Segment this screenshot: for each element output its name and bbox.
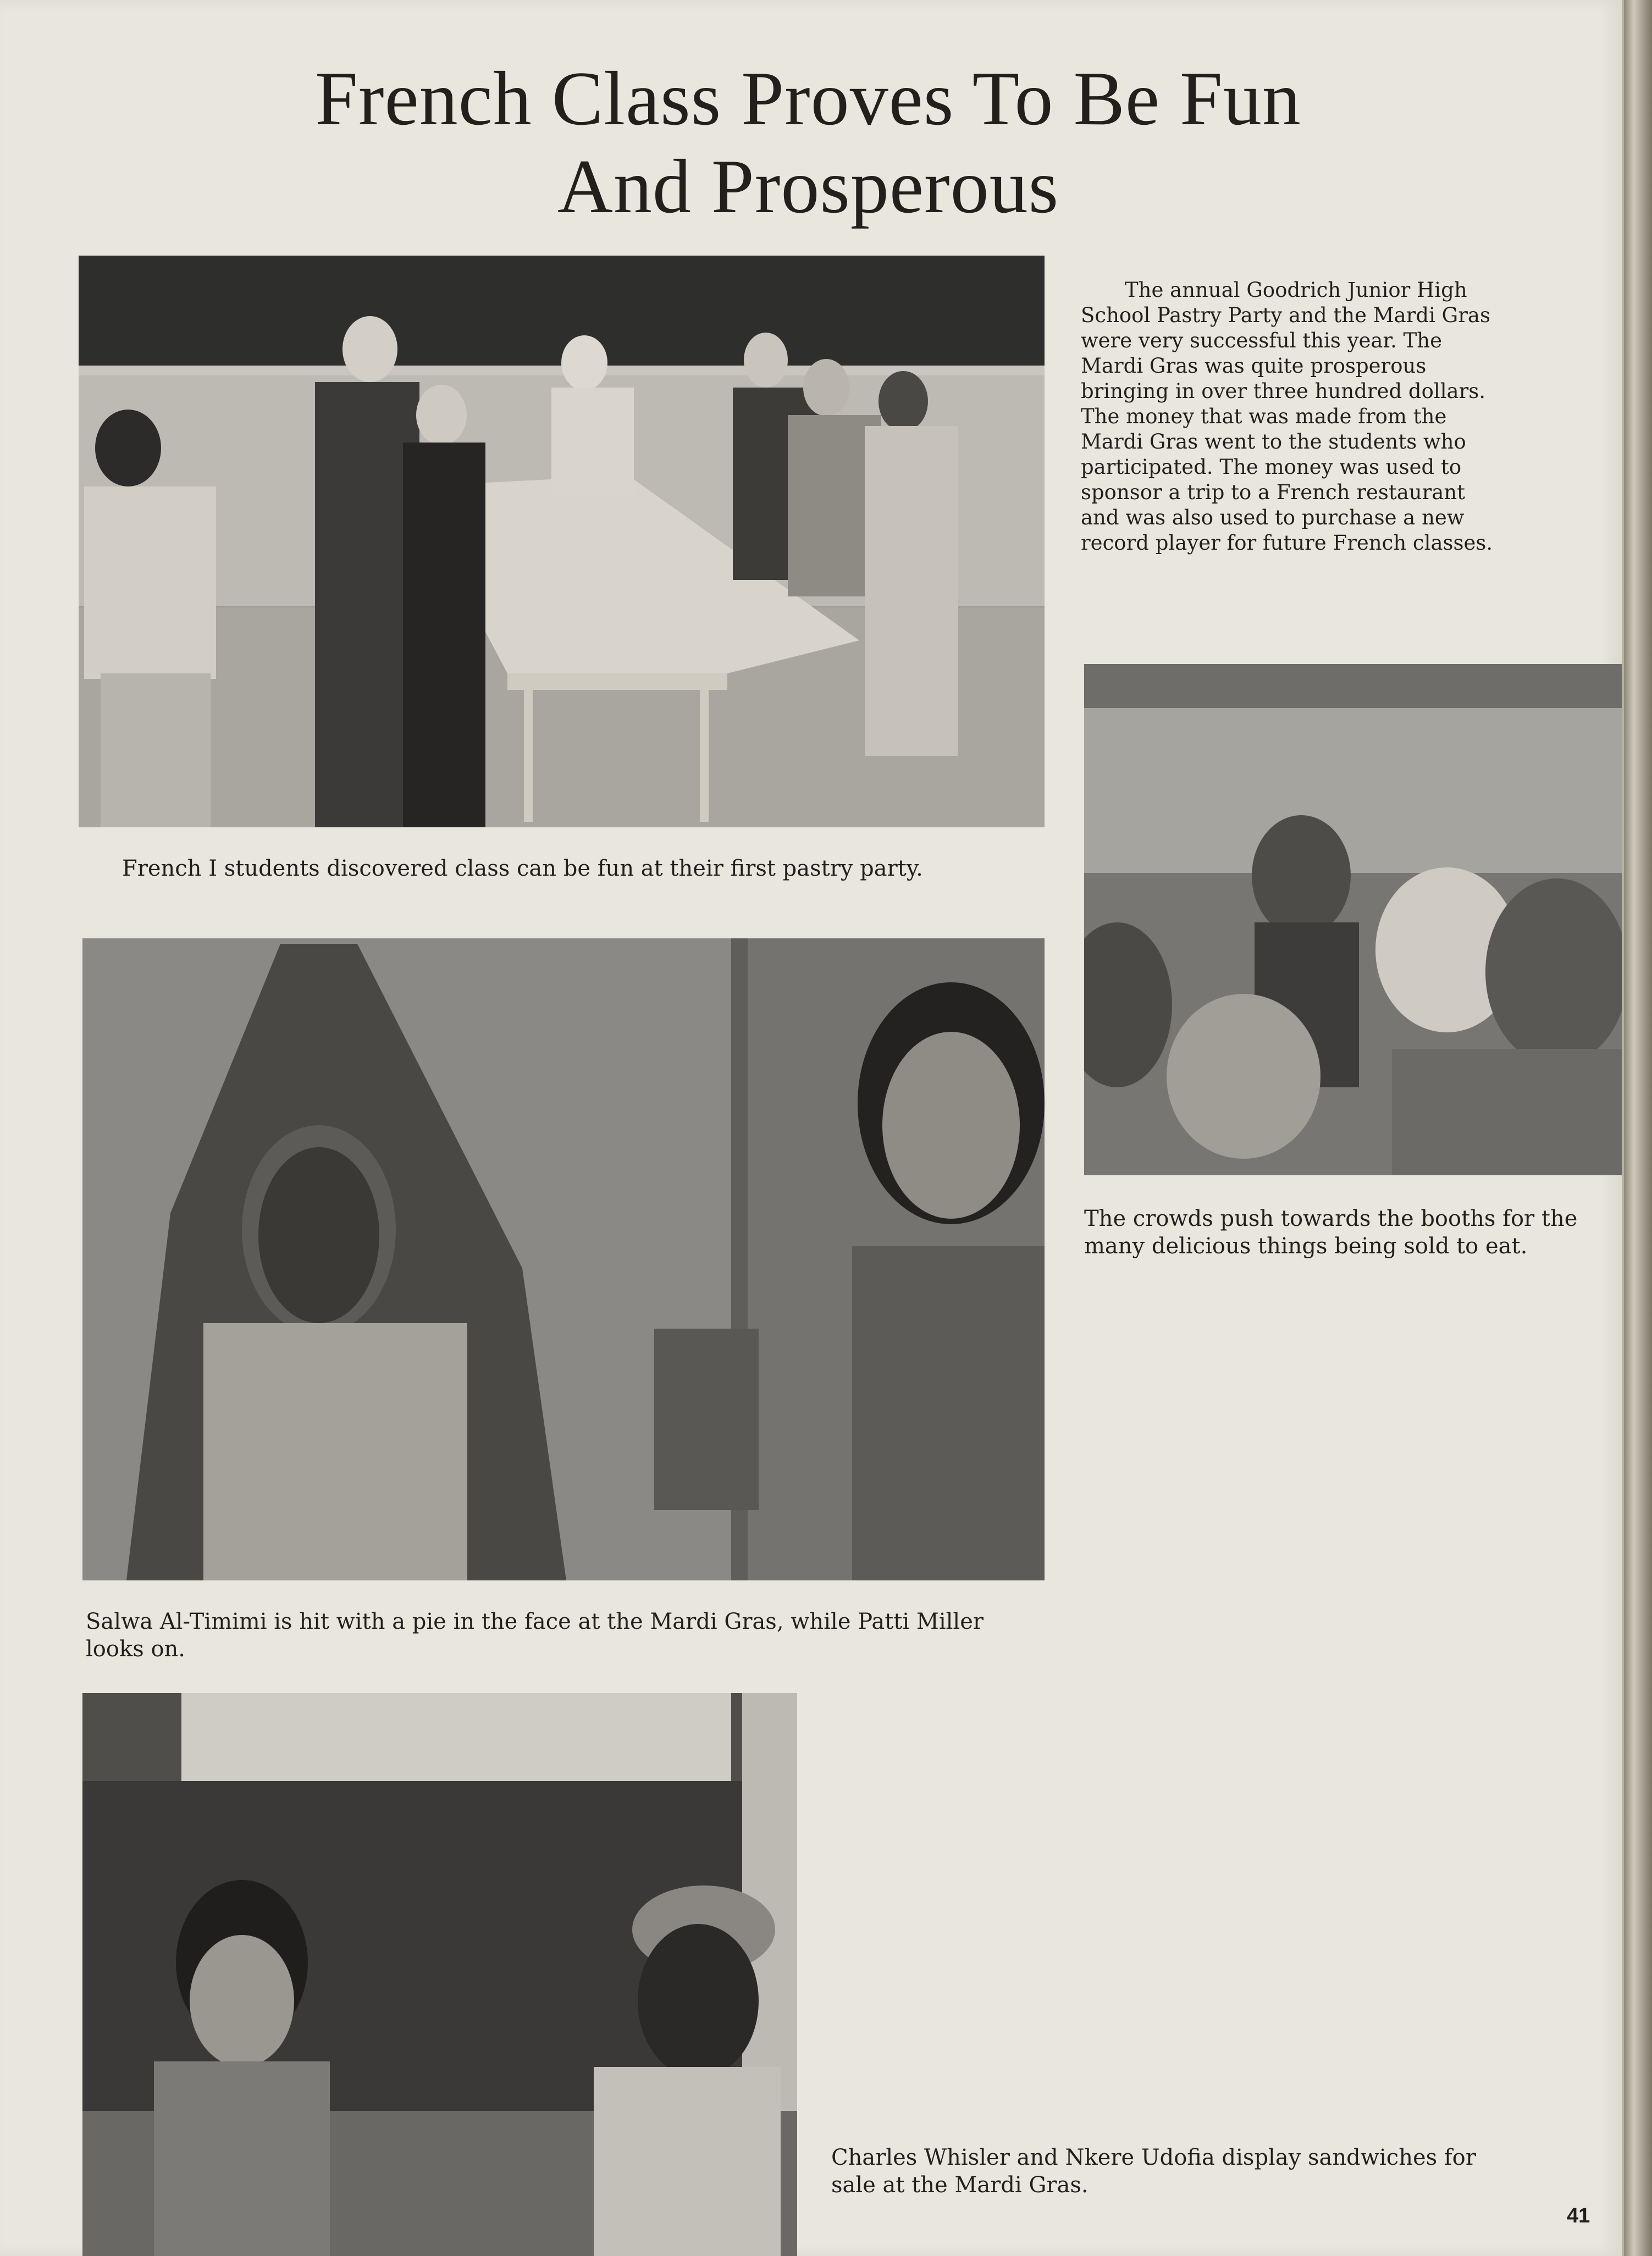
title-line-2: And Prosperous (557, 144, 1059, 229)
pastry-party-caption: French I students discovered class can be fun at their first pastry party. (122, 856, 923, 881)
crowds-photo (1084, 664, 1622, 1175)
sandwiches-caption: Charles Whisler and Nkere Udofia display sandwiches for sale at the Mardi Gras. (831, 2145, 1476, 2198)
crowds-caption: The crowds push towards the booths for the many delicious things being sold to eat. (1084, 1206, 1578, 1259)
article-body-text: The annual Goodrich Junior High School Pastry Party and the Mardi Gras were very successful this year. The Mardi Gras was quite prosperous bringing in over three hundred dollars. The money that was made from the Mardi Gras went to the students who participated. The money was used to sponsor a trip to a French restaurant and was also used to purchase a new record player for future French classes. (1081, 278, 1493, 555)
page-title (66, 55, 1550, 231)
pie-photo (82, 938, 1045, 1580)
pie-caption: Salwa Al-Timimi is hit with a pie in the face at the Mardi Gras, while Patti Miller looks on. (86, 1609, 984, 1662)
article-body (1081, 278, 1510, 556)
title-line-1: French Class Proves To Be Fun (315, 56, 1301, 141)
page-number: 41 (1567, 2204, 1590, 2227)
book-spine-edge (1624, 0, 1652, 2256)
pastry-party-photo (79, 256, 1045, 827)
sandwiches-photo (82, 1693, 797, 2256)
